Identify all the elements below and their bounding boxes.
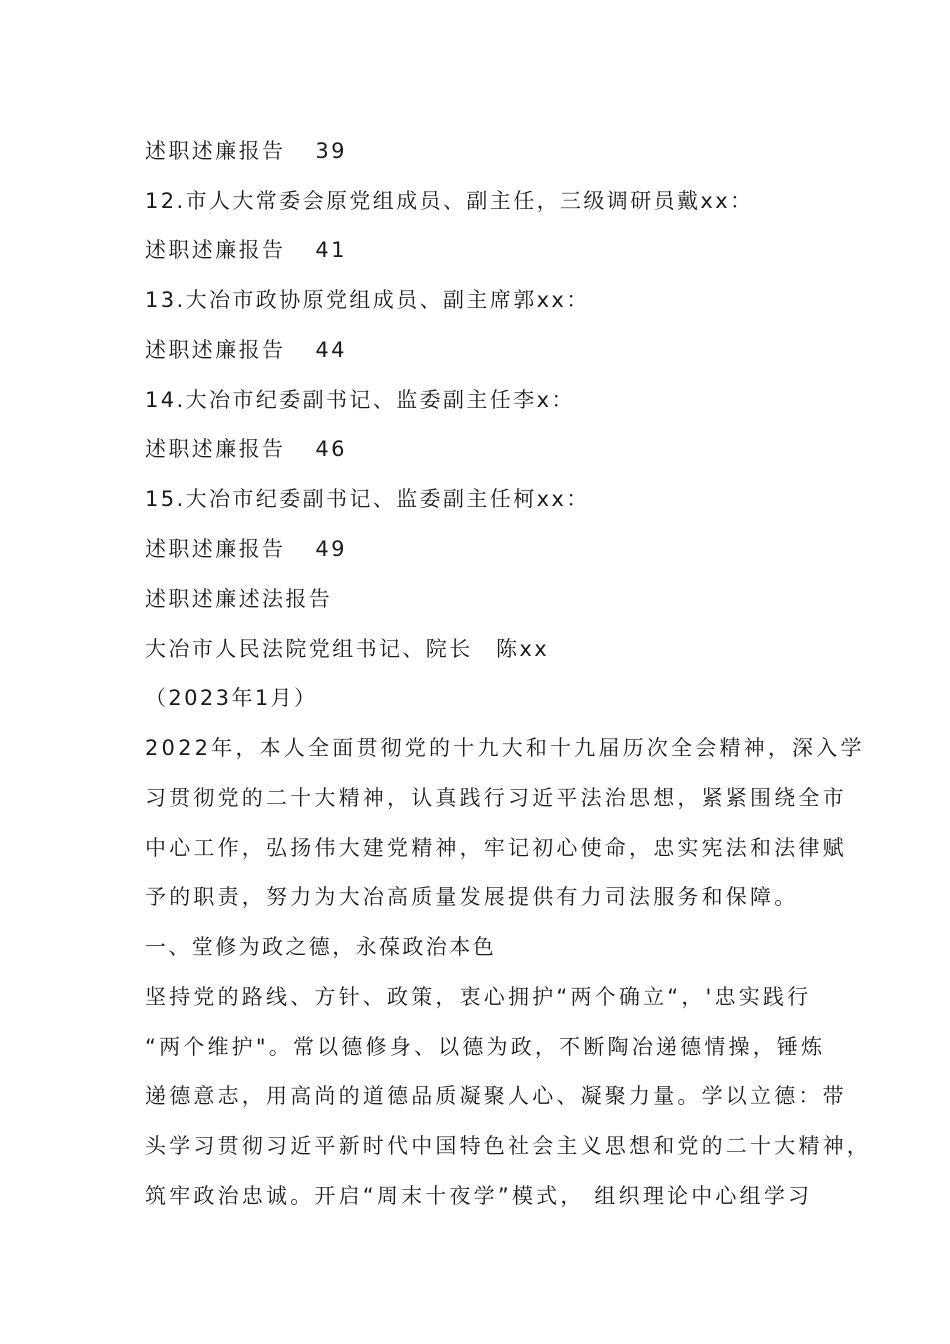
- paragraph-line: 递德意志，用高尚的道德品质凝聚人心、凝聚力量。学以立德：带: [145, 1084, 847, 1108]
- toc-entry-text: 述职述廉报告: [145, 537, 286, 561]
- paragraph-line: 2022年，本人全面贯彻党的十九大和十九届历次全会精神，深入学: [145, 736, 865, 760]
- toc-entry: [145, 237, 347, 263]
- section-heading: 一、堂修为政之德，永葆政治本色: [145, 935, 496, 959]
- toc-entry-text: 15.大冶市纪委副书记、监委副主任柯xx：: [145, 487, 590, 511]
- toc-entry: [145, 337, 347, 363]
- paragraph-line: 中心工作，弘扬伟大建党精神，牢记初心使命，忠实宪法和法律赋: [145, 836, 847, 860]
- report-author: 大冶市人民法院党组书记、院长 陈xx: [145, 637, 550, 661]
- paragraph-line: 坚持党的路线、方针、政策，衷心拥护“两个确立“，'忠实践行: [145, 985, 812, 1009]
- toc-entry-text: 述职述廉报告: [145, 139, 286, 163]
- toc-page-number: 39: [315, 139, 347, 163]
- toc-entry-text: 述职述廉报告: [145, 238, 286, 262]
- toc-page-number: 49: [315, 537, 347, 561]
- toc-entry: [145, 536, 347, 562]
- toc-entry-text: 13.大冶市政协原党组成员、副主席郭xx：: [145, 288, 590, 312]
- paragraph-line: 筑牢政治忠诚。开启“周末十夜学”模式， 组织理论中心组学习: [145, 1184, 813, 1208]
- toc-entry: [145, 486, 590, 512]
- toc-entry: [145, 287, 590, 313]
- report-title: 述职述廉述法报告: [145, 587, 333, 611]
- toc-entry-text: 12.市人大常委会原党组成员、副主任，三级调研员戴xx：: [145, 189, 754, 213]
- toc-page-number: 44: [315, 338, 347, 362]
- toc-entry-text: 述职述廉报告: [145, 338, 286, 362]
- toc-entry: [145, 138, 347, 164]
- toc-entry: [145, 188, 753, 214]
- paragraph-line: 头学习贯彻习近平新时代中国特色社会主义思想和党的二十大精神，: [145, 1134, 871, 1158]
- toc-entry: [145, 436, 347, 462]
- paragraph-line: “两个维护"。常以德修身、以德为政，不断陶冶递德情操，锤炼: [145, 1035, 826, 1059]
- report-date: （2023年1月）: [145, 686, 318, 710]
- toc-page-number: 46: [315, 437, 347, 461]
- paragraph-line: 予的职责，努力为大冶高质量发展提供有力司法服务和保障。: [145, 885, 799, 909]
- toc-entry-text: 述职述廉报告: [145, 437, 286, 461]
- paragraph-line: 习贯彻党的二十大精神，认真践行习近平法治思想，紧紧围绕全市: [145, 786, 847, 810]
- toc-entry-text: 14.大冶市纪委副书记、监委副主任李x：: [145, 388, 575, 412]
- toc-page-number: 41: [315, 238, 347, 262]
- toc-entry: [145, 387, 575, 413]
